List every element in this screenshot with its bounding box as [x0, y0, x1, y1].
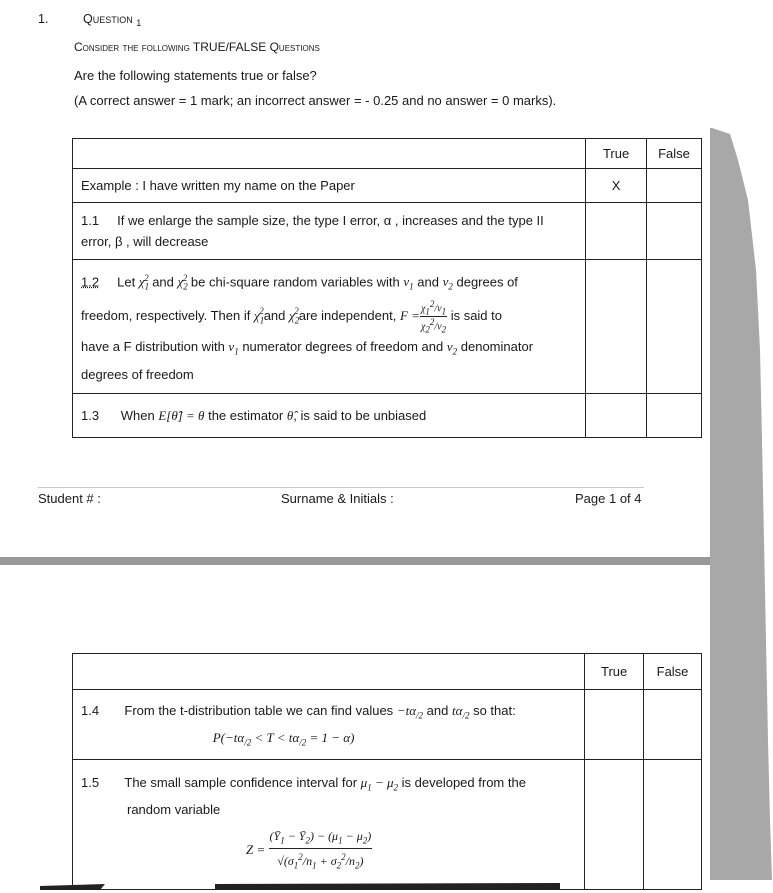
- answer-table-1: [72, 138, 702, 438]
- mu-diff-formula: $\mu_1 - \mu_2$: [360, 775, 399, 793]
- v1-formula: $v_1$: [228, 338, 239, 357]
- item-text-cont: error, β , will decrease: [81, 234, 209, 249]
- question-title: [83, 12, 141, 28]
- t-alpha-formula: $t\alpha_{/2}$: [452, 703, 470, 721]
- table-header-row: [73, 139, 702, 169]
- item-text: and: [417, 274, 439, 290]
- false-answer-cell[interactable]: [644, 690, 702, 760]
- header-blank-cell: [73, 139, 586, 169]
- item-text: so that:: [473, 703, 516, 718]
- true-answer-cell[interactable]: [585, 690, 644, 760]
- instruction: Consider the following TRUE/FALSE Questions: [74, 40, 320, 54]
- item-text: denominator: [460, 338, 534, 354]
- answer-table-2: [72, 653, 702, 890]
- z-formula: Z = $\frac{(Ȳ_1 - Ȳ_2) - (\mu_1 - \mu_2)}{√(\sigma_1^2/n_1 + \sigma_2^2/n_2)}$: [246, 828, 372, 871]
- false-answer-cell[interactable]: [647, 203, 702, 260]
- item-text: When: [120, 408, 155, 424]
- item-number: 1.2: [81, 274, 100, 290]
- question-title-mark: 1: [136, 18, 142, 28]
- false-header: False: [647, 139, 702, 169]
- true-answer-cell[interactable]: [586, 394, 647, 438]
- true-header: True: [585, 654, 644, 690]
- true-answer-cell[interactable]: [586, 203, 647, 260]
- true-answer-cell[interactable]: [585, 760, 644, 890]
- question-1-5: [73, 760, 585, 890]
- item-number: 1.5: [81, 775, 100, 791]
- item-text: , is said to be unbiased: [293, 408, 427, 424]
- header-blank-cell: [73, 654, 585, 690]
- example-text: Example : I have written my name on the Paper: [73, 169, 586, 203]
- question-1-3: [73, 394, 586, 438]
- footer-rule: [38, 487, 644, 488]
- item-text: are independent,: [298, 307, 397, 323]
- page-break: [0, 557, 716, 565]
- item-text: freedom, respectively. Then if: [81, 307, 251, 323]
- table-row: [73, 690, 702, 760]
- surname-label: Surname & Initials :: [281, 491, 394, 506]
- item-text: be chi-square random variables with: [190, 274, 400, 290]
- table-row: [73, 394, 702, 438]
- question-title-text: Question: [83, 12, 133, 26]
- example-false-cell[interactable]: [647, 169, 702, 203]
- true-header: True: [586, 139, 647, 169]
- marking-text: (A correct answer = 1 mark; an incorrect answer = - 0.25 and no answer = 0 marks).: [74, 93, 557, 108]
- item-text: degrees of freedom: [81, 367, 194, 383]
- chi2-formula: $\chi_2^2$: [177, 273, 188, 292]
- item-text: and: [263, 307, 286, 323]
- expectation-formula: E[θ̂] = θ: [158, 408, 205, 424]
- table-row: [73, 260, 702, 394]
- item-text: If we enlarge the sample size, the type I error, α , increases and the type II: [117, 213, 544, 228]
- chi2-formula: $\chi_2^2$: [289, 306, 300, 326]
- item-text: random variable: [127, 801, 221, 817]
- page-number: Page 1 of 4: [575, 491, 642, 506]
- v2-formula: $v_2$: [446, 338, 458, 357]
- paper-edge-shadow: [700, 120, 773, 893]
- false-answer-cell[interactable]: [644, 760, 702, 890]
- student-number-label: Student # :: [38, 491, 101, 506]
- question-1-1: [73, 203, 586, 260]
- neg-t-alpha-formula: $-t\alpha_{/2}$: [396, 703, 424, 721]
- table-header-row: [73, 654, 702, 690]
- chi1-formula: $\chi_1^2$: [138, 273, 150, 292]
- item-text: is said to: [450, 307, 502, 323]
- item-text: The small sample confidence interval for: [124, 775, 358, 791]
- question-1-4: [73, 690, 585, 760]
- item-text: degrees of: [456, 274, 518, 290]
- chi1-formula: $\chi_1^2$: [253, 306, 265, 326]
- prompt-text: Are the following statements true or false?: [74, 68, 317, 83]
- false-answer-cell[interactable]: [647, 394, 702, 438]
- true-answer-cell[interactable]: [586, 260, 647, 394]
- item-text: have a F distribution with: [81, 338, 225, 354]
- item-number: 1.3: [81, 408, 100, 424]
- item-number: 1.4: [81, 703, 100, 718]
- example-true-mark[interactable]: X: [586, 169, 647, 203]
- item-number: 1.1: [81, 213, 100, 228]
- item-text: is developed from the: [401, 775, 526, 791]
- question-1-2: [73, 260, 586, 394]
- item-text: and: [426, 703, 449, 718]
- false-header: False: [644, 654, 702, 690]
- item-text: numerator degrees of freedom and: [242, 338, 444, 354]
- f-formula: F = $\frac{\chi_1^2/v_1}{\chi_2^2/v_2}$: [399, 298, 447, 335]
- scan-bottom-edge: [0, 878, 773, 893]
- item-text: From the t-distribution table we can find values: [124, 703, 394, 718]
- item-text: Let: [117, 274, 136, 290]
- theta-hat-formula: θ̂: [286, 408, 294, 424]
- table-row: [73, 760, 702, 890]
- example-row: [73, 169, 702, 203]
- item-text: and: [152, 274, 174, 290]
- v2-formula: $v_2$: [442, 274, 453, 292]
- table-row: [73, 203, 702, 260]
- question-number: 1.: [38, 12, 49, 26]
- v1-formula: $v_1$: [403, 274, 414, 292]
- false-answer-cell[interactable]: [647, 260, 702, 394]
- probability-formula: $P(-t\alpha_{/2} < T < t\alpha_{/2} = 1 - \alpha)$: [212, 729, 355, 748]
- item-text: the estimator: [208, 408, 284, 424]
